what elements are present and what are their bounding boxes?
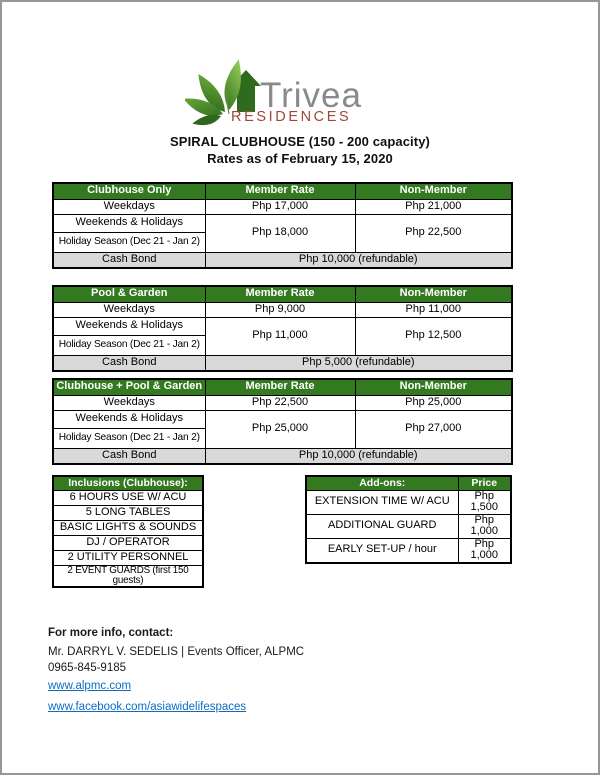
table-row xyxy=(53,199,512,214)
addon-price: Php 1,500 xyxy=(458,490,511,514)
inclusion-item: 6 HOURS USE W/ ACU xyxy=(53,490,203,505)
table-row xyxy=(306,490,511,514)
page-title: SPIRAL CLUBHOUSE (150 - 200 capacity) xyxy=(170,134,430,149)
brand-name: Trivea xyxy=(260,76,362,115)
peak-nonmember-rate: Php 22,500 xyxy=(355,214,512,252)
non-member-header: Non-Member xyxy=(355,183,512,199)
peak-member-rate: Php 25,000 xyxy=(205,410,355,448)
weekdays-label: Weekdays xyxy=(53,302,205,317)
addon-label: EARLY SET-UP / hour xyxy=(306,538,458,563)
contact-heading: For more info, contact: xyxy=(48,627,174,639)
inclusions-header: Inclusions (Clubhouse): xyxy=(53,476,203,490)
list-item xyxy=(53,565,203,587)
weekdays-nonmember-rate: Php 21,000 xyxy=(355,199,512,214)
weekdays-label: Weekdays xyxy=(53,395,205,410)
contact-phone: 0965-845-9185 xyxy=(48,662,127,674)
list-item xyxy=(53,505,203,520)
table-title: Clubhouse Only xyxy=(53,183,205,199)
member-rate-header: Member Rate xyxy=(205,183,355,199)
inclusion-item: 5 LONG TABLES xyxy=(53,505,203,520)
holiday-season-label: Holiday Season (Dec 21 - Jan 2) xyxy=(53,232,205,252)
non-member-header: Non-Member xyxy=(355,379,512,395)
weekdays-nonmember-rate: Php 11,000 xyxy=(355,302,512,317)
addon-label: EXTENSION TIME W/ ACU xyxy=(306,490,458,514)
table-row xyxy=(53,448,512,464)
weekdays-member-rate: Php 9,000 xyxy=(205,302,355,317)
list-item xyxy=(53,550,203,565)
page-subtitle: Rates as of February 15, 2020 xyxy=(207,151,393,166)
trivea-logo-graphic xyxy=(185,54,363,126)
trivea-logo xyxy=(185,54,363,131)
weekends-label: Weekends & Holidays xyxy=(53,410,205,428)
member-rate-header: Member Rate xyxy=(205,286,355,302)
peak-member-rate: Php 11,000 xyxy=(205,317,355,355)
table-row xyxy=(53,395,512,410)
cash-bond-label: Cash Bond xyxy=(53,252,205,268)
contact-person: Mr. DARRYL V. SEDELIS | Events Officer, ALPMC xyxy=(48,645,305,658)
holiday-season-label: Holiday Season (Dec 21 - Jan 2) xyxy=(53,428,205,448)
cash-bond-value: Php 10,000 (refundable) xyxy=(205,448,512,464)
list-item xyxy=(53,520,203,535)
contact-block xyxy=(48,628,304,724)
non-member-header: Non-Member xyxy=(355,286,512,302)
rate-table-clubhouse-only xyxy=(52,182,513,269)
table-row xyxy=(306,514,511,538)
addon-price: Php 1,000 xyxy=(458,538,511,563)
cash-bond-label: Cash Bond xyxy=(53,355,205,371)
holiday-season-label: Holiday Season (Dec 21 - Jan 2) xyxy=(53,335,205,355)
table-row xyxy=(53,317,512,335)
weekdays-nonmember-rate: Php 25,000 xyxy=(355,395,512,410)
inclusion-item: DJ / OPERATOR xyxy=(53,535,203,550)
table-row xyxy=(53,302,512,317)
list-item xyxy=(53,535,203,550)
peak-member-rate: Php 18,000 xyxy=(205,214,355,252)
table-row xyxy=(53,252,512,268)
addon-label: ADDITIONAL GUARD xyxy=(306,514,458,538)
table-row xyxy=(53,355,512,371)
weekends-label: Weekends & Holidays xyxy=(53,317,205,335)
peak-nonmember-rate: Php 27,000 xyxy=(355,410,512,448)
rate-table-pool-garden xyxy=(52,285,513,372)
price-header: Price xyxy=(458,476,511,490)
table-row xyxy=(306,538,511,563)
cash-bond-value: Php 5,000 (refundable) xyxy=(205,355,512,371)
addon-price: Php 1,000 xyxy=(458,514,511,538)
weekdays-label: Weekdays xyxy=(53,199,205,214)
table-row xyxy=(53,214,512,232)
facebook-link[interactable]: www.facebook.com/asiawidelifespaces xyxy=(48,701,247,713)
weekdays-member-rate: Php 22,500 xyxy=(205,395,355,410)
weekends-label: Weekends & Holidays xyxy=(53,214,205,232)
rate-table-clubhouse-pool-garden xyxy=(52,378,513,465)
brand-residences-label: RESIDENCES xyxy=(231,109,352,125)
inclusion-item: BASIC LIGHTS & SOUNDS xyxy=(53,520,203,535)
cash-bond-value: Php 10,000 (refundable) xyxy=(205,252,512,268)
list-item xyxy=(53,490,203,505)
table-title: Clubhouse + Pool & Garden xyxy=(53,379,205,395)
inclusions-table xyxy=(52,475,204,588)
website-link[interactable]: www.alpmc.com xyxy=(48,679,132,692)
weekdays-member-rate: Php 17,000 xyxy=(205,199,355,214)
addons-header: Add-ons: xyxy=(306,476,458,490)
inclusion-item: 2 EVENT GUARDS (first 150 guests) xyxy=(53,565,203,587)
table-row xyxy=(53,410,512,428)
peak-nonmember-rate: Php 12,500 xyxy=(355,317,512,355)
cash-bond-label: Cash Bond xyxy=(53,448,205,464)
addons-table xyxy=(305,475,512,564)
table-title: Pool & Garden xyxy=(53,286,205,302)
inclusion-item: 2 UTILITY PERSONNEL xyxy=(53,550,203,565)
member-rate-header: Member Rate xyxy=(205,379,355,395)
